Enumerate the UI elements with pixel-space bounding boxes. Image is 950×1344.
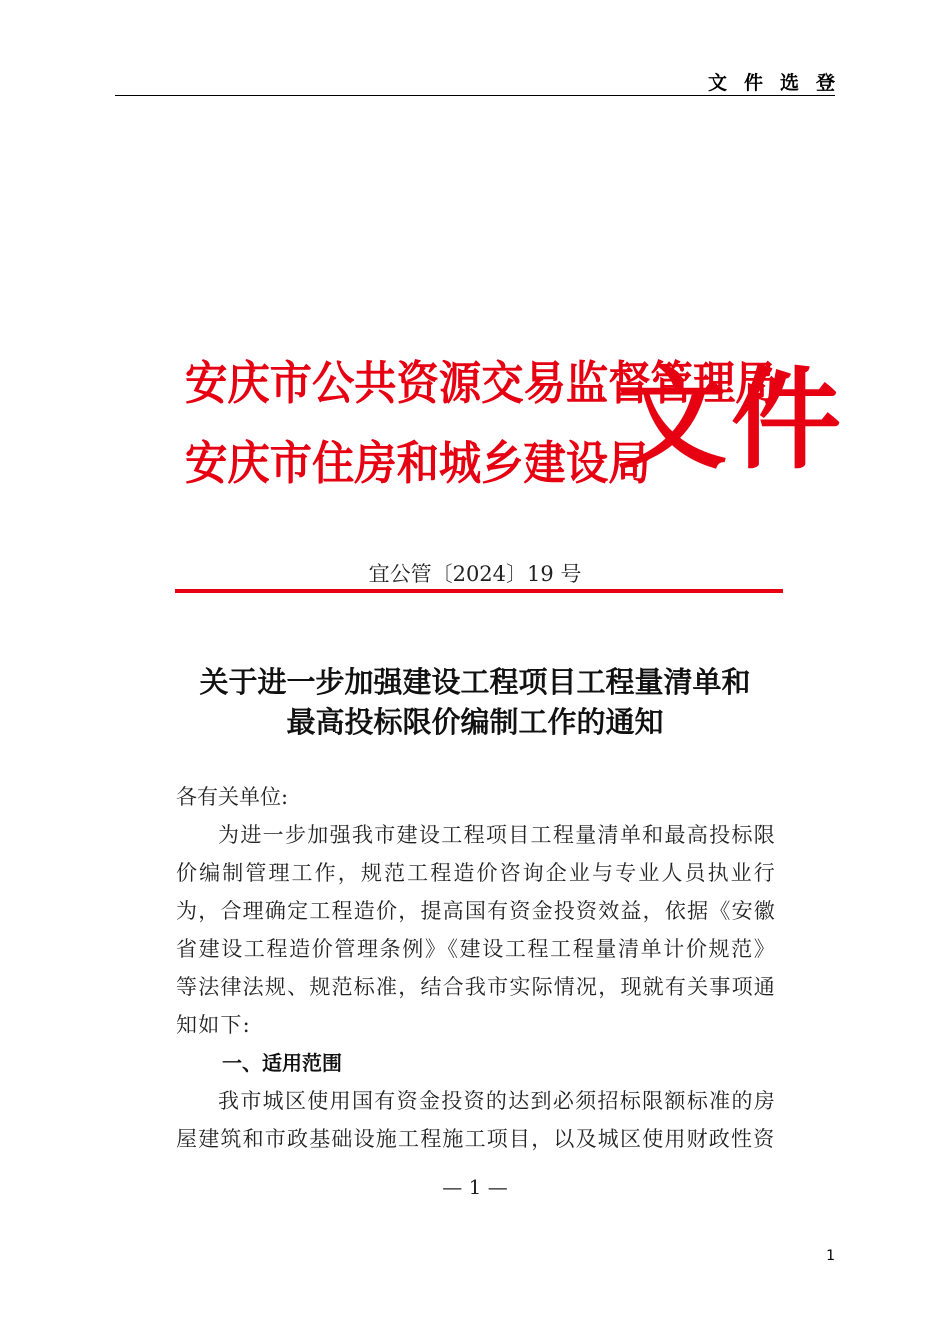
paragraph: 为进一步加强我市建设工程项目工程量清单和最高投标限价编制管理工作，规范工程造价咨询企业与专业人员执业行为，合理确定工程造价，提高国有资金投资效益，依据《安徽省建设工程造价管理条例》《建设工程工程量清单计价规范》等法律法规、规范标准，结合我市实际情况，现就有关事项通知如下: (176, 823, 776, 1037)
page-number-center: — 1 — (442, 1175, 508, 1199)
header-label: 文件选登 (707, 72, 852, 94)
document-masthead (185, 352, 845, 512)
issuer-line-2: 安庆市住房和城乡建设局 (185, 436, 651, 490)
header-divider (115, 95, 835, 96)
salutation: 各有关单位: (176, 785, 289, 809)
red-divider (175, 589, 783, 593)
paragraph: 我市城区使用国有资金投资的达到必须招标限额标准的房屋建筑和市政基础设施工程施工项目，以及城区使用财政性资 (176, 1089, 776, 1151)
document-title (150, 662, 800, 742)
section-heading: 一、适用范围 (222, 1051, 342, 1075)
title-line-2: 最高投标限价编制工作的通知 (286, 705, 664, 739)
document-word: 文件 (617, 356, 845, 484)
title-line-1: 关于进一步加强建设工程项目工程量清单和 (199, 665, 751, 699)
page-number-corner: 1 (826, 1248, 835, 1264)
document-number: 宜公管〔2024〕19 号 (368, 562, 582, 586)
document-body (176, 778, 776, 1158)
issuer-line-1: 安庆市公共资源交易监督管理局 (185, 356, 778, 410)
